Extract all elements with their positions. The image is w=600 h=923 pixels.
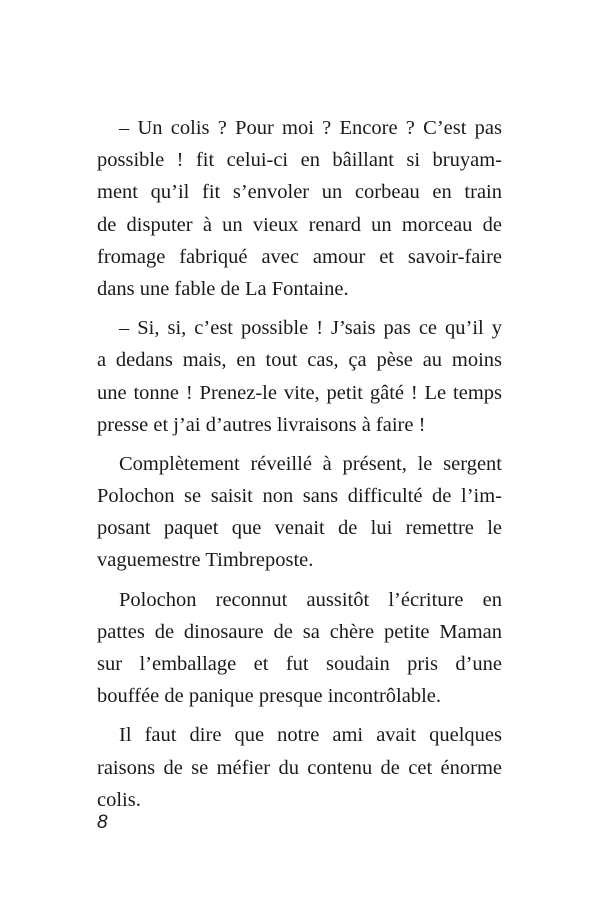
text-line: sur l’emballage et fut soudain pris d’une xyxy=(97,653,502,675)
paragraph-4 xyxy=(97,584,502,713)
text-line: posant paquet que venait de lui remettre le xyxy=(97,517,502,540)
text-line: fromage fabriqué avec amour et savoir-faire xyxy=(97,245,502,268)
paragraph-spacer xyxy=(97,712,502,719)
paragraph-spacer xyxy=(97,305,502,312)
paragraph-spacer xyxy=(97,441,502,448)
text-line: une tonne ! Prenez-le vite, petit gâté ! Le temps xyxy=(97,381,502,404)
text-line: bouffée de panique presque incontrôlable. xyxy=(97,685,442,708)
text-line: de disputer à un vieux renard un morceau de xyxy=(97,213,502,236)
body-text xyxy=(97,112,502,816)
text-line: – Si, si, c’est possible ! J’sais pas ce qu’il y xyxy=(119,317,502,340)
text-line: ment qu’il fit s’envoler un corbeau en train xyxy=(97,181,502,204)
page-number: 8 xyxy=(97,812,108,833)
paragraph-1 xyxy=(97,112,502,305)
paragraph-5 xyxy=(97,719,502,816)
text-line: a dedans mais, en tout cas, ça pèse au moins xyxy=(97,349,502,372)
text-line: Il faut dire que notre ami avait quelques xyxy=(119,724,502,747)
paragraph-2 xyxy=(97,312,502,441)
text-line: colis. xyxy=(97,788,141,811)
paragraph-3 xyxy=(97,448,502,577)
text-line: Polochon reconnut aussitôt l’écriture en xyxy=(119,588,502,611)
text-line: vaguemestre Timbreposte. xyxy=(97,549,314,572)
text-line: Complètement réveillé à présent, le sergent xyxy=(119,452,502,475)
paragraph-spacer xyxy=(97,577,502,584)
text-line: pattes de dinosaure de sa chère petite Maman xyxy=(97,620,502,643)
text-line: – Un colis ? Pour moi ? Encore ? C’est pas xyxy=(119,117,502,139)
text-line: presse et j’ai d’autres livraisons à faire ! xyxy=(97,413,426,436)
text-line: possible ! fit celui-ci en bâillant si bruyam- xyxy=(97,149,502,172)
text-line: dans une fable de La Fontaine. xyxy=(97,277,349,300)
text-line: Polochon se saisit non sans difficulté de l’im- xyxy=(97,485,502,508)
text-line: raisons de se méfier du contenu de cet énorme xyxy=(97,756,502,779)
